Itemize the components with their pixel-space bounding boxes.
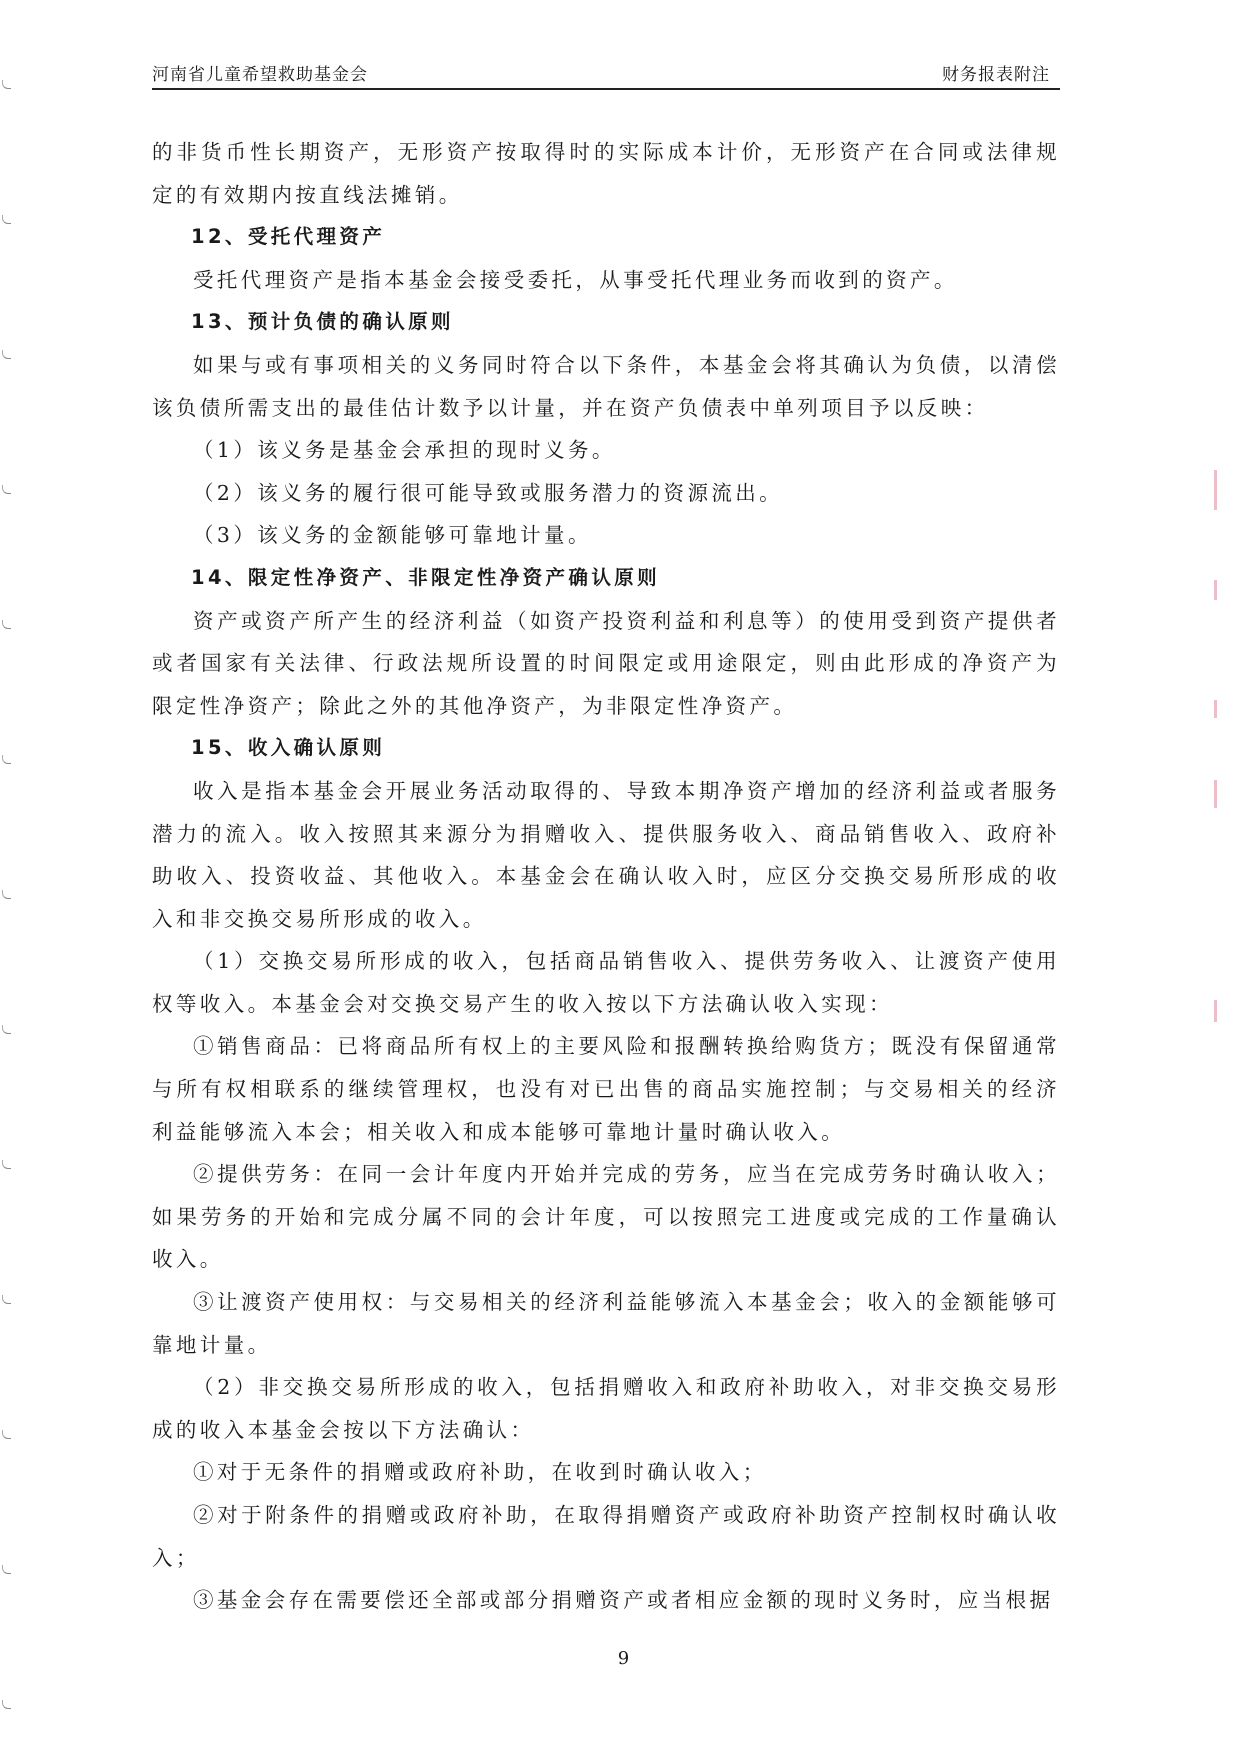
scan-speck [1214, 700, 1217, 718]
scan-speck [1214, 780, 1217, 808]
section-heading: 15、收入确认原则 [191, 736, 386, 760]
scan-mark [2, 1430, 11, 1439]
body-paragraph: （2）非交换交易所形成的收入，包括捐赠收入和政府补助收入，对非交换交易形成的收入本基金会按以下方法确认： [152, 1375, 1060, 1442]
body-paragraph: 资产或资产所产生的经济利益（如资产投资利益和利息等）的使用受到资产提供者或者国家有关法律、行政法规所设置的时间限定或用途限定，则由此形成的净资产为限定性净资产；除此之外的其他净资产，为非限定性净资产。 [152, 608, 1060, 718]
scan-mark [2, 485, 11, 494]
body-paragraph: ③基金会存在需要偿还全部或部分捐赠资产或者相应金额的现时义务时，应当根据 [193, 1588, 1054, 1613]
scan-mark [2, 1295, 11, 1304]
body-paragraph: 受托代理资产是指本基金会接受委托，从事受托代理业务而收到的资产。 [193, 267, 958, 292]
scan-mark [2, 620, 11, 629]
scan-speck [1214, 580, 1217, 600]
scan-mark [2, 1025, 11, 1034]
body-paragraph: （2）该义务的履行很可能导致或服务潜力的资源流出。 [193, 480, 784, 505]
body-paragraph: ①对于无条件的捐赠或政府补助，在收到时确认收入； [193, 1460, 767, 1485]
header-section-title: 财务报表附注 [942, 65, 1050, 85]
body-paragraph: 收入是指本基金会开展业务活动取得的、导致本期净资产增加的经济利益或者服务潜力的流入。收入按照其来源分为捐赠收入、提供服务收入、商品销售收入、政府补助收入、投资收益、其他收入。本基金会在确认收入时，应区分交换交易所形成的收入和非交换交易所形成的收入。 [152, 778, 1060, 931]
document-body [152, 131, 1060, 1622]
body-paragraph: 如果与或有事项相关的义务同时符合以下条件，本基金会将其确认为负债，以清偿该负债所需支出的最佳估计数予以计量，并在资产负债表中单列项目予以反映： [152, 352, 1060, 420]
body-paragraph: （3）该义务的金额能够可靠地计量。 [193, 523, 592, 548]
body-paragraph: ②对于附条件的捐赠或政府补助，在取得捐赠资产或政府补助资产控制权时确认收入； [152, 1503, 1060, 1570]
scan-mark [2, 1160, 11, 1169]
section-heading: 14、限定性净资产、非限定性净资产确认原则 [191, 565, 661, 589]
body-paragraph: （1）该义务是基金会承担的现时义务。 [193, 438, 616, 463]
section-heading: 12、受托代理资产 [191, 225, 386, 249]
scan-speck [1214, 470, 1217, 510]
page-number: 9 [617, 1648, 630, 1669]
scan-mark [2, 890, 11, 899]
scan-mark [2, 1700, 11, 1709]
body-paragraph: 的非货币性长期资产，无形资产按取得时的实际成本计价，无形资产在合同或法律规定的有效期内按直线法摊销。 [152, 140, 1060, 207]
scan-speck [1214, 1000, 1217, 1022]
header-organization-name: 河南省儿童希望救助基金会 [152, 65, 368, 85]
page-header [152, 58, 1060, 90]
body-paragraph: ①销售商品：已将商品所有权上的主要风险和报酬转换给购货方；既没有保留通常与所有权相联系的继续管理权，也没有对已出售的商品实施控制；与交易相关的经济利益能够流入本会；相关收入和成本能够可靠地计量时确认收入。 [152, 1034, 1060, 1144]
scan-mark [2, 80, 11, 89]
scan-mark [2, 755, 11, 764]
section-heading: 13、预计负债的确认原则 [191, 310, 454, 334]
body-paragraph: （1）交换交易所形成的收入，包括商品销售收入、提供劳务收入、让渡资产使用权等收入。本基金会对交换交易产生的收入按以下方法确认收入实现： [152, 949, 1060, 1016]
scan-mark [2, 215, 11, 224]
body-paragraph: ②提供劳务：在同一会计年度内开始并完成的劳务，应当在完成劳务时确认收入；如果劳务的开始和完成分属不同的会计年度，可以按照完工进度或完成的工作量确认收入。 [152, 1162, 1060, 1272]
body-paragraph: ③让渡资产使用权：与交易相关的经济利益能够流入本基金会；收入的金额能够可靠地计量。 [152, 1290, 1060, 1357]
scan-mark [2, 350, 11, 359]
scan-mark [2, 1565, 11, 1574]
